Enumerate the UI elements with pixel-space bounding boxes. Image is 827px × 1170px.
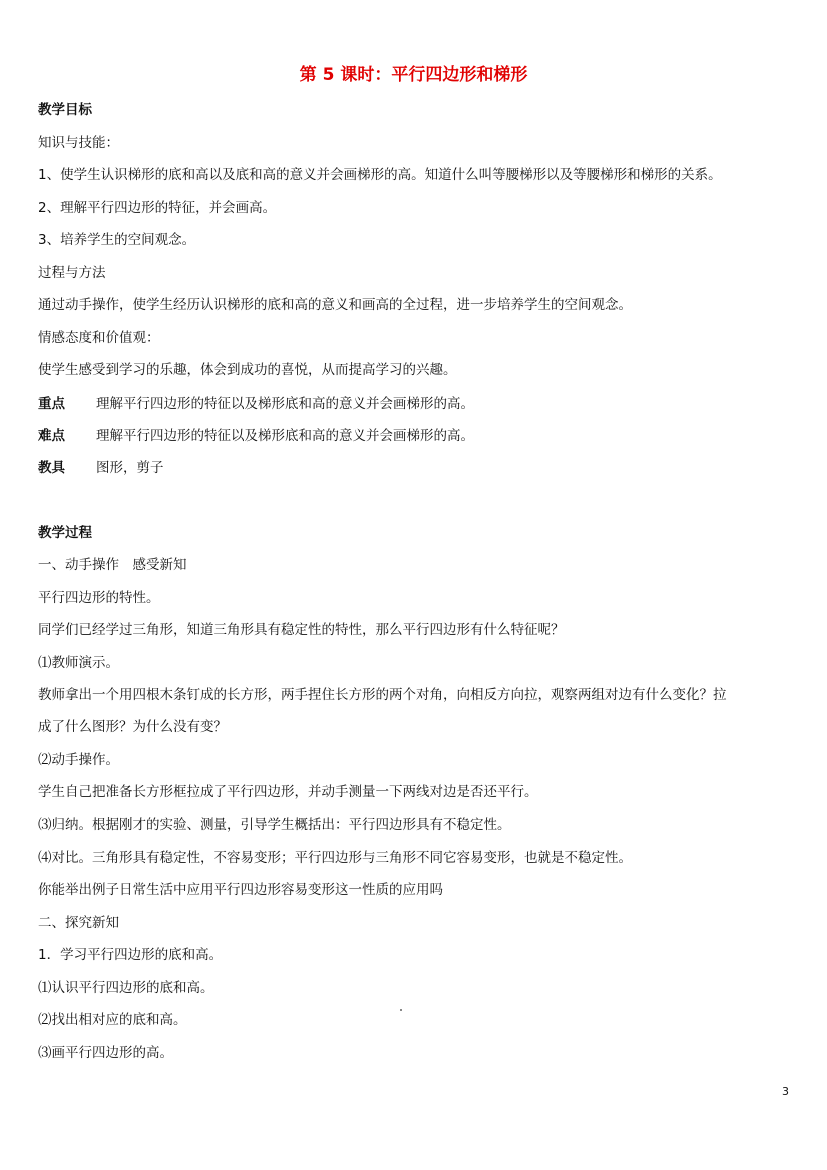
process-line: 同学们已经学过三角形，知道三角形具有稳定性的特性，那么平行四边形有什么特征呢？ (38, 622, 565, 638)
difficulty-row (38, 426, 474, 446)
knowledge-item: 3、培养学生的空间观念。 (38, 232, 196, 248)
process-line: 1．学习平行四边形的底和高。 (38, 947, 223, 963)
difficulty-label: 难点 (38, 428, 65, 444)
objectives-heading: 教学目标 (38, 102, 92, 118)
process-line: 二、探究新知 (38, 915, 119, 931)
process-line: ⑶归纳。根据刚才的实验、测量，引导学生概括出：平行四边形具有不稳定性。 (38, 817, 511, 833)
emotion-heading: 情感态度和价值观： (38, 330, 160, 346)
process-line: ⑷对比。三角形具有稳定性，不容易变形；平行四边形与三角形不同它容易变形，也就是不稳定性。 (38, 850, 632, 866)
knowledge-item: 1、使学生认识梯形的底和高以及底和高的意义并会画梯形的高。知道什么叫等腰梯形以及等腰梯形和梯形的关系。 (38, 167, 722, 183)
teaching-process-heading: 教学过程 (38, 525, 92, 541)
focus-row (38, 394, 474, 414)
tools-text: 图形，剪子 (96, 460, 164, 476)
page-title: 第 5 课时：平行四边形和梯形 (299, 65, 528, 85)
process-method-text: 通过动手操作，使学生经历认识梯形的底和高的意义和画高的全过程，进一步培养学生的空间观念。 (38, 297, 632, 313)
process-line: 平行四边形的特性。 (38, 590, 160, 606)
process-line: 成了什么图形？为什么没有变？ (38, 719, 227, 735)
process-line: 一、动手操作 感受新知 (38, 557, 187, 573)
process-line: ⑶画平行四边形的高。 (38, 1045, 173, 1061)
process-line: ⑵动手操作。 (38, 752, 119, 768)
process-line: 教师拿出一个用四根木条钉成的长方形，两手捏住长方形的两个对角，向相反方向拉，观察两组对边有什么变化？拉 (38, 687, 727, 703)
tools-row (38, 458, 164, 478)
process-line: 学生自己把准备长方形框拉成了平行四边形，并动手测量一下两线对边是否还平行。 (38, 784, 538, 800)
process-method-heading: 过程与方法 (38, 265, 106, 281)
process-line: ⑴教师演示。 (38, 655, 119, 671)
process-line: ⑴认识平行四边形的底和高。 (38, 980, 214, 996)
process-line: ⑵找出相对应的底和高。 (38, 1012, 187, 1028)
stray-dot (400, 1009, 402, 1011)
focus-label: 重点 (38, 396, 65, 412)
focus-text: 理解平行四边形的特征以及梯形底和高的意义并会画梯形的高。 (96, 396, 474, 412)
emotion-text: 使学生感受到学习的乐趣，体会到成功的喜悦，从而提高学习的兴趣。 (38, 362, 457, 378)
knowledge-item: 2、理解平行四边形的特征，并会画高。 (38, 200, 277, 216)
page-number: 3 (782, 1085, 789, 1098)
difficulty-text: 理解平行四边形的特征以及梯形底和高的意义并会画梯形的高。 (96, 428, 474, 444)
process-line: 你能举出例子日常生活中应用平行四边形容易变形这一性质的应用吗 (38, 882, 443, 898)
tools-label: 教具 (38, 460, 65, 476)
knowledge-heading: 知识与技能： (38, 135, 119, 151)
